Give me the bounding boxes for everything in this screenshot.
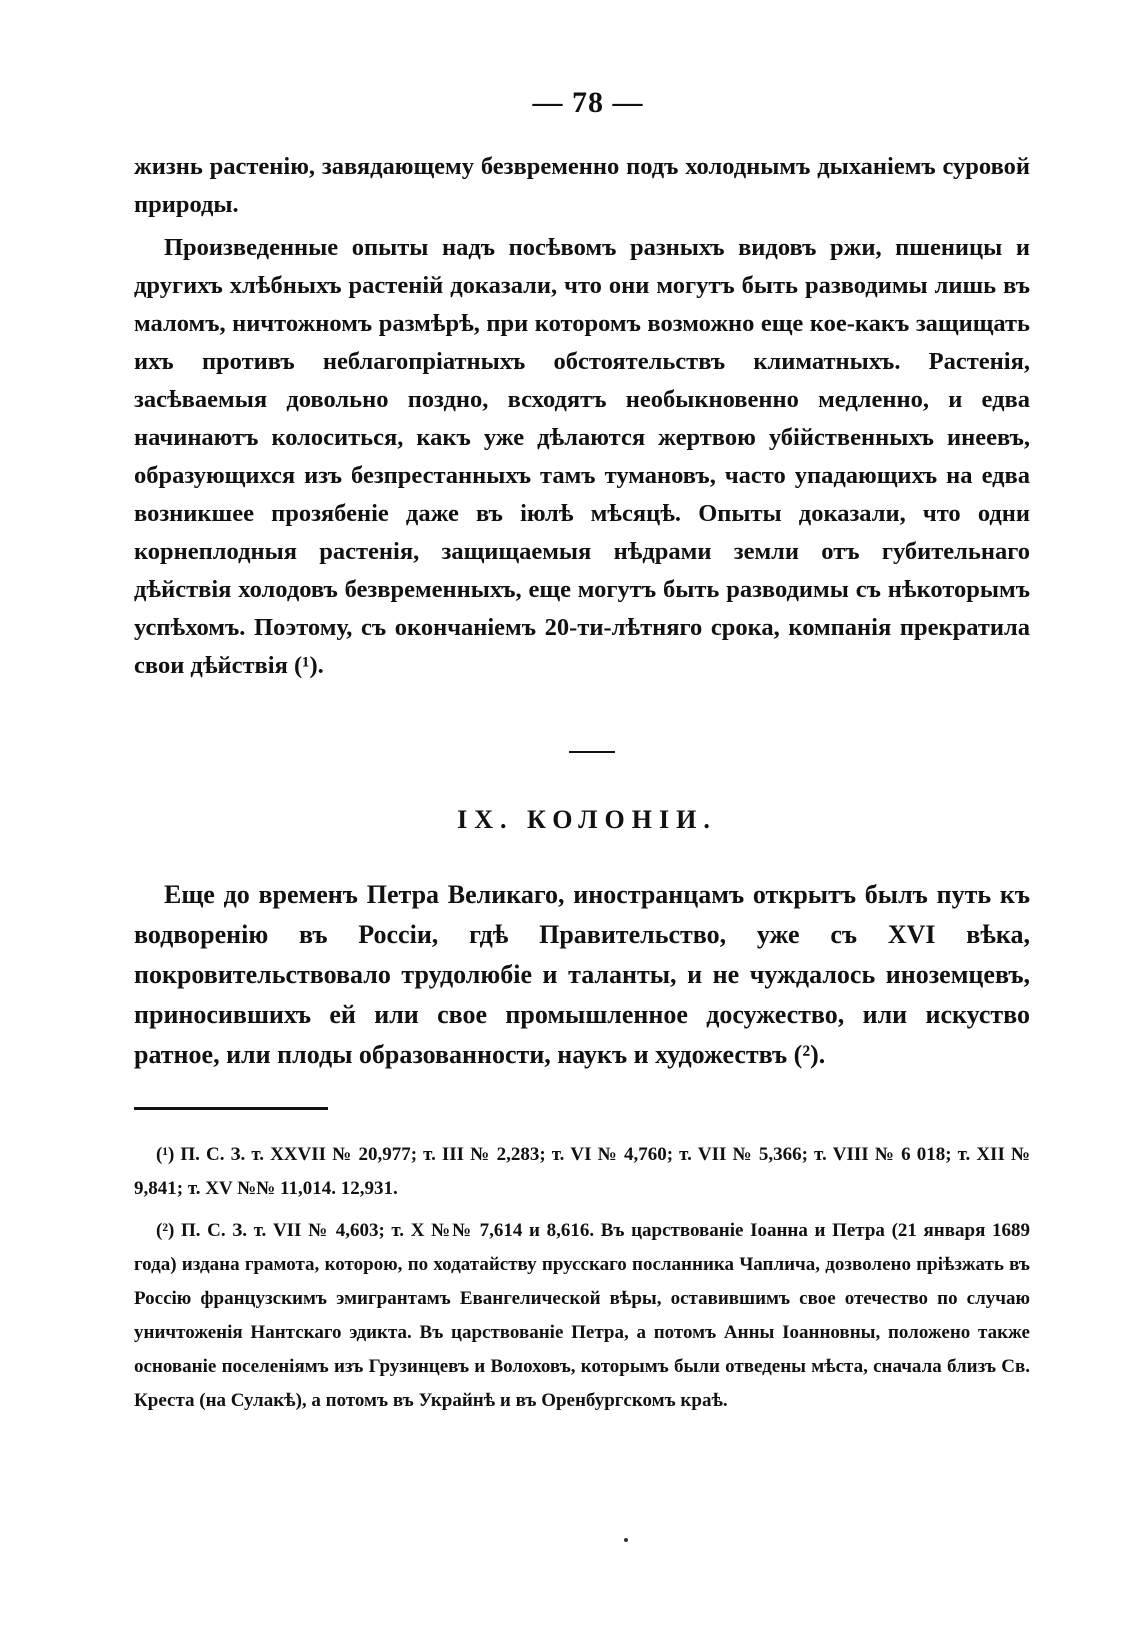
footnotes [134,1138,1030,1418]
footnote-2: (²) П. С. З. т. VII № 4,603; т. X №№ 7,614 и 8,616. Въ царствованіе Іоанна и Петра (21 января 1689 года) издана грамота, которою, по ходатайству прусскаго посланника Чаплича, дозволено пріѣзжать въ Россію французскимъ эмигрантамъ Евангелической вѣры, оставившимъ свое отечество по случаю уничтоженія Нантскаго эдикта. Въ царствованіе Петра, а потомъ Анны Іоанновны, положено также основаніе поселеніямъ изъ Грузинцевъ и Волоховъ, которымъ были отведены мѣста, сначала близъ Св. Креста (на Сулакѣ), а потомъ въ Украйнѣ и въ Оренбургскомъ краѣ. [134,1220,1030,1411]
section-paragraph: Еще до временъ Петра Великаго, иностранцамъ открытъ былъ путь къ водворенію въ Россіи, гдѣ Правительство, уже съ XVI вѣка, покровительствовало трудолюбіе и таланты, и не чуждалось иноземцевъ, приносившихъ ей или свое промышленное досужество, или искуство ратное, или плоды образованности, наукъ и художествъ (²). [134,880,1030,1069]
body-text [134,148,1030,685]
paragraph-experiments: Произведенные опыты надъ посѣвомъ разныхъ видовъ ржи, пшеницы и другихъ хлѣбныхъ растеній доказали, что они могутъ быть разводимы лишь въ маломъ, ничтожномъ размѣрѣ, при которомъ возможно еще кое-какъ защищать ихъ противъ неблагопріатныхъ обстоятельствъ климатныхъ. Растенія, засѣваемыя довольно поздно, всходятъ необыкновенно медленно, и едва начинаютъ колоситься, какъ уже дѣлаются жертвою убійственныхъ инеевъ, образующихся изъ безпрестанныхъ тамъ тумановъ, часто упадающихъ на едва возникшее прозябеніе даже въ іюлѣ мѣсяцѣ. Опыты доказали, что одни корнеплодныя растенія, защищаемыя нѣдрами земли отъ губительнаго дѣйствія холодовъ безвременныхъ, еще могутъ быть разводимы съ нѣкоторымъ успѣхомъ. Поэтому, съ окончаніемъ 20-ти-лѣтняго срока, компанія прекратила свои дѣйствія (¹). [134,234,1030,679]
section-title: IX. КОЛОНІИ. [457,805,717,834]
page-number: — 78 — [532,86,644,119]
footnote-1: (¹) П. С. З. т. XXVII № 20,977; т. III № 2,283; т. VI № 4,760; т. VII № 5,366; т. VIII № 6 018; т. XII № 9,841; т. XV №№ 11,014. 12,931. [134,1144,1030,1199]
ink-speck [624,1538,628,1542]
paragraph-continued: жизнь растенію, завядающему безвременно подъ холоднымъ дыханіемъ суровой природы. [134,153,1030,218]
section-separator [569,751,615,753]
footnote-rule [134,1107,328,1110]
section-text [134,875,1030,1075]
